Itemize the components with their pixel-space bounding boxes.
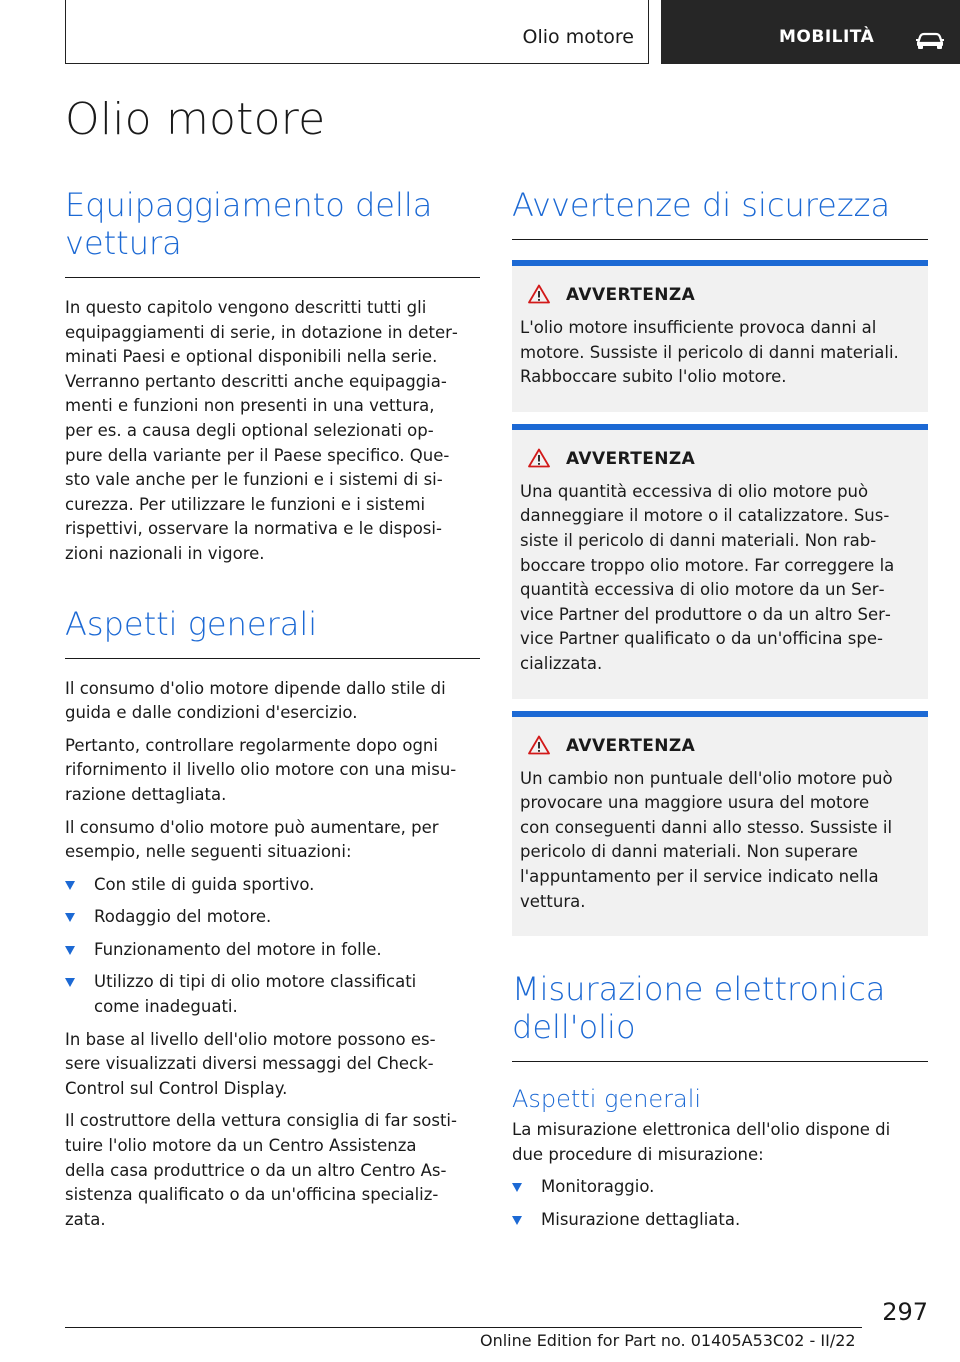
page-number: 297 (882, 1298, 928, 1326)
text-line: Il costruttore della vettura consiglia di far sosti‐ (65, 1111, 457, 1131)
warning-title: AVVERTENZA (566, 735, 696, 756)
warning-text (520, 767, 920, 915)
warning-title: AVVERTENZA (566, 285, 696, 305)
text-line: L'olio motore insufficiente provoca danni al (520, 318, 877, 337)
text-line: Verranno pertanto descritti anche equipaggia‐ (65, 371, 447, 391)
text-line: guida e dalle condizioni d'esercizio. (65, 703, 358, 723)
section-equipment (65, 186, 480, 567)
text-line: provocare una maggiore usura del motore (520, 793, 870, 813)
general-heading: Aspetti generali (65, 604, 318, 643)
section-divider (512, 1061, 928, 1062)
text-line: vettura. (520, 891, 586, 911)
text-line: esempio, nelle seguenti situazioni: (65, 842, 352, 862)
text-line: Una quantità eccessiva di olio motore può (520, 481, 869, 501)
header-section-box (65, 0, 649, 64)
right-column (512, 186, 928, 1232)
text-line: tuire l'olio motore da un Centro Assistenza (65, 1136, 417, 1156)
list-item (65, 873, 480, 898)
measurement-heading (512, 970, 928, 1046)
text-line: Rodaggio del motore. (94, 907, 272, 927)
general-paragraph-3 (65, 816, 480, 865)
text-line: In base al livello dell'olio motore possono es‐ (65, 1029, 436, 1049)
section-divider (512, 239, 928, 240)
header-section-title: Olio motore (522, 26, 634, 48)
section-divider (65, 658, 480, 659)
text-line: minati Paesi e optional disponibili nella serie. (65, 347, 438, 367)
text-line: vice Partner del produttore o da un altro Ser‐ (520, 604, 891, 624)
text-line: della casa produttrice o da un altro Centro As‐ (65, 1160, 447, 1180)
warning-header (528, 284, 920, 308)
list-item (512, 1175, 928, 1200)
text-line: Misurazione dettagliata. (541, 1209, 741, 1229)
text-line: zioni nazionali in vigore. (65, 543, 265, 563)
warning-text (520, 480, 920, 677)
equipment-paragraph (65, 296, 480, 567)
car-icon (915, 30, 945, 50)
left-column (65, 186, 480, 1232)
text-line: siste il pericolo di danni materiali. Non rab‐ (520, 530, 877, 550)
general-paragraph-1 (65, 677, 480, 726)
text-line: menti e funzioni non presenti in una vettura, (65, 396, 435, 416)
general-paragraph-2 (65, 734, 480, 808)
text-line: Pertanto, controllare regolarmente dopo ogni (65, 735, 438, 755)
text-line: Il consumo d'olio motore dipende dallo stile di (65, 678, 446, 698)
footer-edition: Online Edition for Part no. 01405A53C02 - II/22 (480, 1331, 856, 1350)
triangle-bullet-icon (65, 913, 75, 922)
warning-triangle-icon (528, 448, 550, 468)
text-line: Il consumo d'olio motore può aumentare, per (65, 817, 439, 837)
warning-title: AVVERTENZA (566, 448, 696, 469)
text-line: Control sul Control Display. (65, 1078, 288, 1098)
text-line: sto vale anche per le funzioni e i sistemi di si‐ (65, 470, 443, 490)
text-line: vice Partner qualificato o da un'officina spe‐ (520, 629, 883, 649)
text-line: zata. (65, 1209, 106, 1229)
page-title: Olio motore (65, 94, 326, 145)
triangle-bullet-icon (512, 1216, 522, 1225)
text-line: come inadeguati. (94, 997, 238, 1017)
safety-heading: Avvertenze di sicurezza (512, 186, 891, 224)
header-chapter-tab (661, 0, 960, 64)
header-chapter-label: MOBILITÀ (779, 27, 875, 47)
text-line: sistenza qualificato o da un'officina specializ‐ (65, 1185, 439, 1205)
measurement-heading-line: dell'olio (512, 1008, 636, 1047)
text-line: Funzionamento del motore in folle. (94, 939, 382, 959)
text-line: l'appuntamento per il service indicato nella (520, 866, 879, 886)
text-line: Rabboccare subito l'olio motore. (520, 367, 787, 387)
section-divider (65, 277, 480, 278)
text-line: pericolo di danni materiali. Non superare (520, 842, 858, 862)
warning-box (512, 711, 928, 937)
text-line: boccare troppo olio motore. Far correggere la (520, 555, 895, 575)
triangle-bullet-icon (65, 881, 75, 890)
text-line: per es. a causa degli optional selezionati op‐ (65, 420, 434, 440)
warning-box (512, 424, 928, 699)
section-measurement (512, 970, 928, 1232)
text-line: due procedure di misurazione: (512, 1144, 764, 1164)
procedures-list (512, 1175, 928, 1232)
text-line: razione dettagliata. (65, 784, 227, 804)
list-item (512, 1208, 928, 1233)
warning-header (528, 448, 920, 472)
warning-header (528, 735, 920, 759)
text-line: Con stile di guida sportivo. (94, 874, 315, 894)
measurement-intro (512, 1118, 928, 1167)
footer-divider (65, 1327, 862, 1328)
text-line: rispettivi, osservare la normativa e le disposi‐ (65, 519, 442, 539)
list-item (65, 938, 480, 963)
text-line: equipaggiamenti di serie, in dotazione in deter‐ (65, 322, 458, 342)
triangle-bullet-icon (65, 978, 75, 987)
warning-triangle-icon (528, 284, 550, 304)
equipment-heading-line: vettura (65, 224, 182, 262)
text-line: pure della variante per il Paese specifico. Que‐ (65, 445, 450, 465)
equipment-heading-line: Equipaggiamento della (65, 186, 433, 224)
text-line: rifornimento il livello olio motore con una misu‐ (65, 760, 457, 780)
text-line: cializzata. (520, 653, 603, 673)
text-line: con conseguenti danni allo stesso. Sussiste il (520, 817, 893, 837)
text-line: In questo capitolo vengono descritti tutti gli (65, 298, 427, 317)
general-paragraph-5 (65, 1109, 480, 1232)
measurement-heading-line: Misurazione elettronica (512, 970, 886, 1009)
list-item (65, 905, 480, 930)
triangle-bullet-icon (512, 1183, 522, 1192)
text-line: curezza. Per utilizzare le funzioni e i sistemi (65, 494, 426, 514)
warning-triangle-icon (528, 735, 550, 755)
triangle-bullet-icon (65, 946, 75, 955)
text-line: Monitoraggio. (541, 1177, 655, 1197)
text-line: Utilizzo di tipi di olio motore classificati (94, 972, 417, 992)
list-item (65, 970, 480, 1019)
text-line: motore. Sussiste il pericolo di danni materiali. (520, 342, 899, 362)
section-general (65, 605, 480, 1233)
text-line: La misurazione elettronica dell'olio dispone di (512, 1120, 891, 1140)
text-line: danneggiare il motore o il catalizzatore. Sus‐ (520, 506, 890, 526)
warning-box (512, 260, 928, 412)
situations-list (65, 873, 480, 1020)
text-line: quantità eccessiva di olio motore da un Ser‐ (520, 580, 885, 600)
equipment-heading (65, 186, 480, 262)
measurement-subheading: Aspetti generali (512, 1085, 702, 1114)
text-line: sere visualizzati diversi messaggi del Check- (65, 1054, 434, 1074)
general-paragraph-4 (65, 1028, 480, 1102)
text-line: Un cambio non puntuale dell'olio motore può (520, 768, 893, 788)
warning-text (520, 316, 920, 390)
